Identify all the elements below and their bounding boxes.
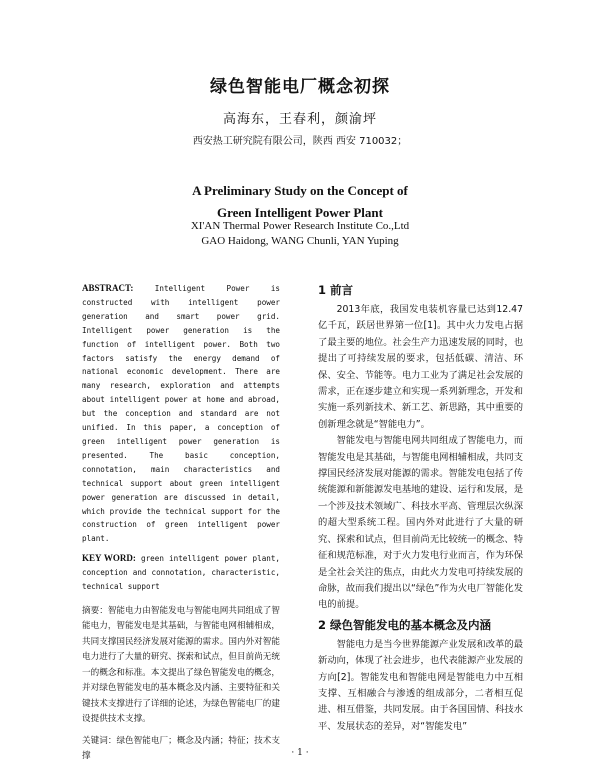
keywords-en [82, 552, 280, 594]
section-1-heading: 1 前言 [318, 283, 354, 297]
right-column [318, 282, 523, 735]
abstract-cn [82, 604, 280, 728]
paper-title-en-line1: A Preliminary Study on the Concept of [192, 183, 408, 198]
abstract-en-label: ABSTRACT: [82, 283, 134, 293]
authors-cn: 高海东，王春利，颜渝坪 [222, 112, 377, 127]
affiliation-cn: 西安热工研究院有限公司，陕西 西安 710032； [192, 136, 408, 147]
keywords-cn-text: 绿色智能电厂；概念及内涵；特征；技术支撑 [82, 735, 280, 762]
section-1-paragraph: 2013年底，我国发电装机容量已达到12.47亿千瓦，跃居世界第一位[1]。其中火力发电占据了最主要的地位。社会生产力迅速发展的同时，也提出了可持续发展的要求，包括低碳、清洁、环保、安全、节能等。电力工业为了满足社会发展的需求，正在逐步建立和实现一系列新理念，开发和实施一系列新技术、新工艺、新思路，其中重要的创新理念就是“智能电力”。 [318, 304, 523, 430]
abstract-cn-label: 摘要： [82, 605, 108, 616]
authors-en: GAO Haidong, WANG Chunli, YAN Yuping [201, 235, 399, 247]
abstract-cn-text: 智能电力由智能发电与智能电网共同组成了智能电力，智能发电是其基础，与智能电网相辅相成，共同支撑国民经济发展对能源的需求。国内外对智能电力进行了大量的研究、探索和试点，但目前尚无统一的概念和标准。本文提出了绿色智能发电的概念，并对绿色智能发电的基本概念及内涵、主要特征和关键技术支撑进行了详细的论述，为绿色智能电厂的建设提供技术支撑。 [82, 605, 280, 725]
left-column [82, 282, 280, 765]
affiliation-en: XI'AN Thermal Power Research Institute Co.,Ltd [190, 220, 410, 232]
keywords-cn-label: 关键词： [82, 735, 117, 746]
keywords-en-text: green intelligent power plant, conception and connotation, characteristic, technical support [82, 554, 280, 592]
abstract-en [82, 282, 280, 546]
page-number: · 1 · [291, 748, 309, 758]
paper-title-en-line2: Green Intelligent Power Plant [217, 205, 383, 220]
paper-title-en [0, 180, 600, 224]
paper-title-cn: 绿色智能电厂概念初探 [210, 77, 390, 97]
keywords-en-label: KEY WORD: [82, 553, 136, 564]
section-1-paragraph: 智能发电与智能电网共同组成了智能电力，而智能发电是其基础，与智能电网相辅相成，共同支撑国民经济发展对能源的需求。智能发电包括了传统能源和新能源发电基地的建设、运行和发展，是一个涉及技术领域广、科技水平高、管理层次纵深的超大型系统工程。国内外对此进行了大量的研究、探索和试点，但目前尚无比较统一的概念、特征和规范标准，对于火力发电行业而言，作为环保是全社会关注的焦点，由此火力发电可持续发展的命脉，故而我们提出以“绿色”作为火电厂智能化发电的前提。 [318, 435, 523, 611]
section-2-paragraph: 智能电力是当今世界能源产业发展和改革的最新动向，体现了社会进步，也代表能源产业发展的方向[2]。智能发电和智能电网是智能电力中互相支撑、互相融合与渗透的组成部分，二者相互促进、相互借鉴，共同发展。由于各国国情、科技水平、发展状态的差异，对“智能发电” [318, 638, 523, 732]
section-2-heading: 2 绿色智能发电的基本概念及内涵 [318, 617, 492, 632]
abstract-en-text: Intelligent Power is constructed with intelligent power generation and smart power grid. Intelligent power generation is the function of intelligent power. Both two factors satisfy the energy demand of national economic development. There are many research, exploration and attempts about intelligent power at home and abroad, but the conception and standard are not unified. In this paper, a conception of green intelligent power generation is presented. The basic conception, connotation, main characteristics and technical support about green intelligent power generation are discussed in detail, which provide the technical support for the construction of green intelligent power plant. [82, 284, 280, 544]
